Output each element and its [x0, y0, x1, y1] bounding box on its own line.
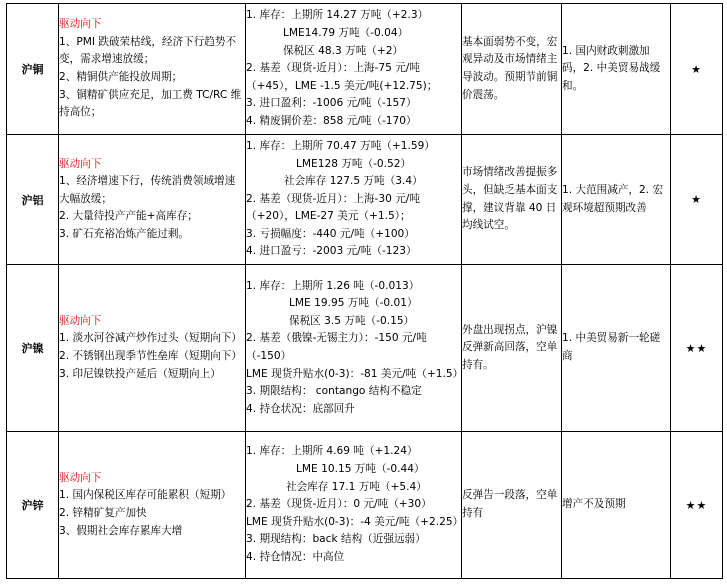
- market-view-cell: 反弹告一段落，空单持有: [462, 432, 562, 579]
- risk-cell: 1. 大范围减产，2. 宏观环境超预期改善: [562, 135, 671, 265]
- table-row: [7, 265, 723, 432]
- market-view-cell: 基本面弱势不变，宏观异动及市场情绪主导波动。预期节前铜价震荡。: [462, 4, 562, 135]
- data-line: 4. 持仓状况：底部回升: [246, 402, 355, 415]
- data-cell: [246, 432, 462, 579]
- driver-line: 3. 印尼镍铁投产延后（短期向上）: [59, 367, 221, 380]
- commodity-analysis-table: [6, 3, 723, 579]
- driver-cell: [59, 4, 246, 135]
- data-line: 2. 基差（现货-近月）：上海-75 元/吨（+45），LME -1.5 美元/吨(+12.75)；: [246, 62, 438, 92]
- driver-line: 2. 锌精矿复产加快: [59, 507, 147, 519]
- commodity-name: 沪镍: [7, 265, 59, 432]
- data-line: LME 现货升贴水(0-3)：-4 美元/吨（+2.25）: [246, 515, 464, 528]
- driver-line: 1、PMI 跌破荣枯线，经济下行趋势不变，需求增速放缓；: [59, 35, 237, 66]
- data-line: 1. 库存：上期所 1.26 吨（-0.013）: [246, 279, 420, 292]
- risk-cell: 增产不及预期: [562, 432, 671, 579]
- driver-heading: 驱动向下: [59, 18, 102, 31]
- data-cell: [246, 4, 462, 135]
- data-line: 1. 库存：上期所 70.47 万吨（+1.59）: [246, 139, 435, 152]
- commodity-name: 沪铜: [7, 4, 59, 135]
- market-view-cell: 外盘出现拐点，沪镍反弹新高回落，空单持有。: [462, 265, 562, 432]
- data-line: 1. 库存：上期所 14.27 万吨（+2.3）: [246, 9, 429, 22]
- driver-line: 1. 国内保税区库存可能累积（短期）: [59, 489, 232, 502]
- data-cell: [246, 135, 462, 265]
- rating-stars: ★★: [671, 432, 723, 579]
- data-cell: [246, 265, 462, 432]
- data-line: 2. 基差（现货-近月）：0 元/吨（+30）: [246, 498, 432, 511]
- data-line: 保税区 48.3 万吨（+2）: [283, 44, 404, 57]
- data-line: 3. 期现结构：back 结构（近强远弱）: [246, 533, 426, 546]
- driver-line: 1. 淡水河谷减产炒作过头（短期向下）: [59, 332, 242, 345]
- data-line: LME14.79 万吨（-0.04）: [283, 27, 409, 40]
- data-line: 3. 进口盈利：-1006 元/吨（-157）: [246, 97, 417, 110]
- driver-heading: 驱动向下: [59, 157, 102, 170]
- rating-stars: ★: [671, 135, 723, 265]
- driver-cell: [59, 265, 246, 432]
- driver-cell: [59, 432, 246, 579]
- table-row: [7, 432, 723, 579]
- driver-line: 1、经济增速下行，传统消费领域增速大幅放缓；: [59, 175, 236, 205]
- driver-line: 2、精铜供产能投放周期；: [59, 71, 183, 83]
- data-line: 2. 基差（现货-近月）：上海-30 元/吨（+20），LME-27 美元（+1.5）；: [246, 192, 420, 223]
- driver-line: 2. 大量待投产产能+高库存；: [59, 210, 198, 223]
- driver-line: 3、假期社会库存累库大增: [59, 524, 183, 537]
- data-line: 社会库存 17.1 万吨（+5.4）: [286, 480, 427, 493]
- data-line: LME 19.95 万吨（-0.01）: [289, 297, 418, 310]
- rating-stars: ★: [671, 4, 723, 135]
- data-line: 2. 基差（俄镍-无锡主力）：-150 元/吨（-150）: [246, 332, 427, 362]
- table-row: [7, 4, 723, 135]
- market-view-cell: 市场情绪改善提振多头，但缺乏基本面支撑，建议背靠 40 日均线试空。: [462, 135, 562, 265]
- data-line: 社会库存 127.5 万吨（3.4）: [284, 175, 423, 188]
- driver-line: 3. 矿石充裕冶炼产能过剩。: [59, 227, 190, 240]
- data-line: LME128 万吨（-0.52）: [296, 157, 412, 170]
- data-line: 保税区 3.5 万吨（-0.15）: [289, 314, 415, 327]
- data-line: 4. 持仓情况：中高位: [246, 550, 345, 563]
- data-line: 1. 库存：上期所 4.69 吨（+1.24）: [246, 445, 418, 458]
- driver-line: 2. 不锈钢出现季节性垒库（短期向下）: [59, 350, 242, 362]
- driver-line: 3、铜精矿供应充足，加工费 TC/RC 维持高位；: [59, 88, 242, 119]
- data-line: 3. 亏损幅度：-440 元/吨（+100）: [246, 227, 415, 240]
- rating-stars: ★★: [671, 265, 723, 432]
- driver-cell: [59, 135, 246, 265]
- driver-heading: 驱动向下: [59, 314, 102, 327]
- data-line: 3. 期限结构： contango 结构不稳定: [246, 385, 422, 398]
- data-line: LME 现货升贴水(0-3)：-81 美元/吨（+1.5）: [246, 367, 464, 380]
- data-line: 4. 进口盈亏：-2003 元/吨（-123）: [246, 245, 417, 258]
- risk-cell: 1. 中美贸易新一轮磋商: [562, 265, 671, 432]
- risk-cell: 1. 国内财政刺激加码，2. 中美贸易战缓和。: [562, 4, 671, 135]
- table-row: [7, 135, 723, 265]
- commodity-name: 沪锌: [7, 432, 59, 579]
- data-line: LME 10.15 万吨（-0.44）: [296, 463, 425, 476]
- commodity-name: 沪铝: [7, 135, 59, 265]
- data-line: 4. 精废铜价差：858 元/吨（-170）: [246, 114, 417, 127]
- driver-heading: 驱动向下: [59, 471, 102, 484]
